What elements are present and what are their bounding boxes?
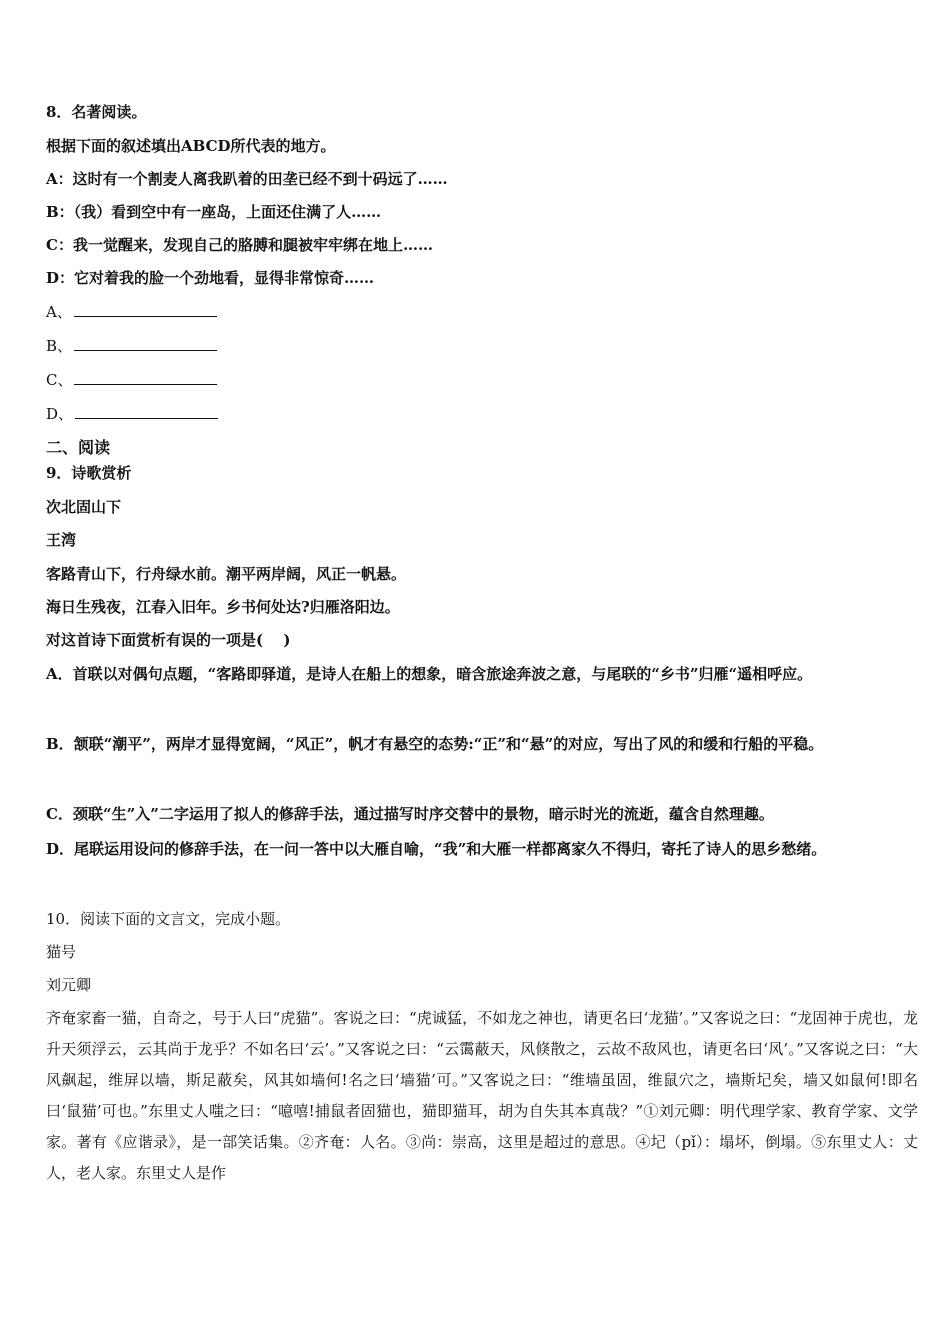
blank-label: A、	[46, 303, 72, 321]
blank-label: D、	[46, 405, 74, 423]
poem-author: 王湾	[46, 531, 77, 549]
answer-line[interactable]	[75, 404, 218, 419]
answer-line[interactable]	[74, 370, 217, 385]
text-author: 刘元卿	[46, 976, 92, 994]
poem-title: 次北固山下	[46, 498, 122, 516]
blank-label: B、	[46, 337, 73, 355]
answer-blank-d	[46, 404, 218, 424]
q9-question: 对这首诗下面赏析有误的一项是( )	[46, 631, 291, 649]
blank-label: C、	[46, 371, 73, 389]
option-b: B．颔联“潮平”，两岸才显得宽阔，“风正”，帆才有悬空的态势:“正”和“悬”的对应，写出了风的和缓和行船的平稳。	[46, 735, 824, 753]
poem-line: 客路青山下，行舟绿水前。潮平两岸阔，风正一帆悬。	[46, 565, 407, 583]
answer-blank-a	[46, 302, 217, 322]
q9-title: 9．诗歌赏析	[46, 464, 132, 482]
answer-line[interactable]	[74, 302, 217, 317]
answer-blank-b	[46, 336, 217, 356]
section-title: 二、阅读	[46, 438, 111, 457]
q8-item-c: C：我一觉醒来，发现自己的胳膊和腿被牢牢绑在地上……	[46, 236, 433, 254]
text-title: 猫号	[46, 943, 77, 961]
q8-item-a: A：这时有一个割麦人离我趴着的田垄已经不到十码远了……	[46, 170, 448, 188]
answer-line[interactable]	[74, 336, 217, 351]
poem-line: 海日生残夜，江春入旧年。乡书何处达?归雁洛阳边。	[46, 598, 400, 616]
classical-text-body: 齐奄家畜一猫，自奇之，号于人曰“虎猫”。客说之曰：“虎诚猛，不如龙之神也，请更名曰‘龙猫’。”又客说之曰：“龙固神于虎也，龙升天须浮云，云其尚于龙乎？不如名曰‘云’。”又客说之曰：“云霭蔽天，风倏散之，云故不敌风也，请更名曰‘风’。”又客说之曰：“大风飙起，维屏以墙，斯足蔽矣，风其如墙何!名之曰‘墙猫’可。”又客说之曰：“维墙虽固，维鼠穴之，墙斯圮矣，墙又如鼠何!即名曰‘鼠猫’可也。”东里丈人嗤之曰：“噫嘻!捕鼠者固猫也，猫即猫耳，胡为自失其本真哉？”①刘元卿：明代理学家、教育学家、文学家。著有《应谐录》，是一部笑话集。②齐奄：人名。③尚：崇高，这里是超过的意思。④圮（pǐ）：塌坏，倒塌。⑤东里丈人：丈人，老人家。东里丈人是作	[46, 1009, 918, 1182]
option-a: A．首联以对偶句点题，“客路即驿道，是诗人在船上的想象，暗含旅途奔波之意，与尾联的“乡书”归雁“遥相呼应。	[46, 665, 813, 683]
q8-item-b: B：（我）看到空中有一座岛，上面还住满了人……	[46, 203, 382, 221]
answer-blank-c	[46, 370, 217, 390]
q10-title: 10．阅读下面的文言文，完成小题。	[46, 910, 291, 928]
q8-title: 8．名著阅读。	[46, 103, 147, 121]
option-c: C．颈联“生”入”二字运用了拟人的修辞手法，通过描写时序交替中的景物，暗示时光的流逝，蕴含自然理趣。	[46, 805, 774, 823]
q8-item-d: D：它对着我的脸一个劲地看，显得非常惊奇……	[46, 269, 375, 287]
q8-prompt: 根据下面的叙述填出ABCD所代表的地方。	[46, 137, 336, 155]
option-d: D．尾联运用设问的修辞手法，在一问一答中以大雁自喻，“我”和大雁一样都离家久不得归，寄托了诗人的思乡愁绪。	[46, 840, 827, 858]
